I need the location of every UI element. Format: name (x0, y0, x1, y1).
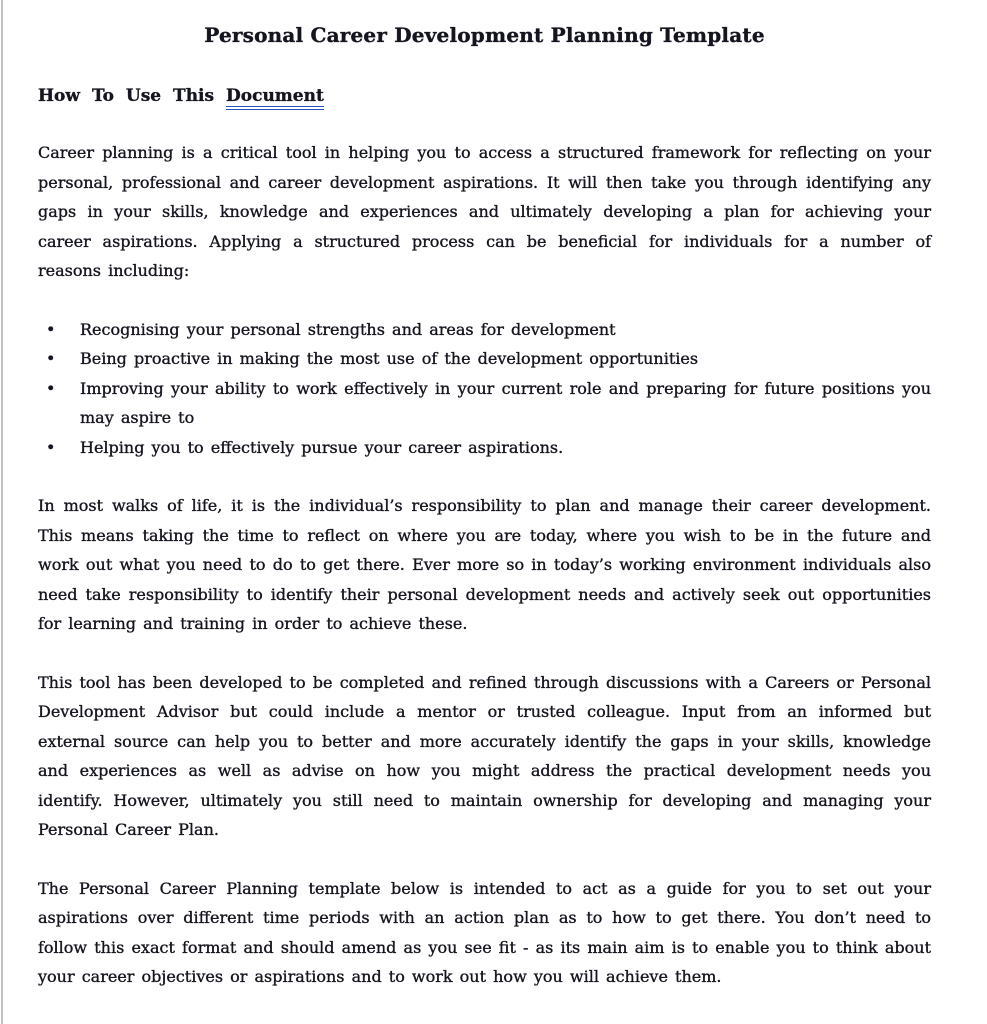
paragraph-intro: Career planning is a critical tool in helping you to access a structured framework for reflecting on your personal, professional and career development aspirations. It will then take you through identifying any gaps in your skills, knowledge and experiences and ultimately developing a plan for achieving your career aspirations. Applying a structured process can be beneficial for individuals for a number of reasons including: (38, 143, 931, 280)
page-edge-line (1, 0, 3, 1024)
list-item-proactive: • Being proactive in making the most use of the development opportunities (38, 344, 931, 374)
paragraph-responsibility: In most walks of life, it is the individual’s responsibility to plan and manage their career development. This means taking the time to reflect on where you are today, where you wish to be in the future and work out what you need to do to get there. Ever more so in today’s working environment individuals also need take responsibility to identify their personal development needs and actively seek out opportunities for learning and training in order to achieve these. (38, 496, 931, 633)
list-item-recognising: • Recognising your personal strengths and areas for development (38, 315, 931, 345)
paragraph-template-guide: The Personal Career Planning template below is intended to act as a guide for you to set out your aspirations over different time periods with an action plan as to how to get there. You don’t need to follow this exact format and should amend as you see fit - as its main aim is to enable you to think about your career objectives or aspirations and to work out how you will achieve them. (38, 878, 931, 986)
paragraph-tool: This tool has been developed to be completed and refined through discussions with a Careers or Personal Development Advisor but could include a mentor or trusted colleague. Input from an informed but external source can help you to better and more accurately identify the gaps in your skills, knowledge and experiences as well as advise on how you might address the practical development needs you identify. However, ultimately you still need to maintain ownership for developing and managing your Personal Career Plan. (38, 672, 931, 839)
document-link[interactable]: Document (226, 86, 324, 110)
section-heading-text: How To Use This (38, 86, 215, 106)
list-item-improving: • Improving your ability to work effectively in your current role and preparing for future positions you may aspire to (38, 374, 931, 433)
list-item-helping: • Helping you to effectively pursue your career aspirations. (38, 433, 931, 463)
section-heading (38, 84, 931, 108)
benefits-list (38, 315, 931, 463)
document-title: Personal Career Development Planning Template (204, 23, 765, 47)
